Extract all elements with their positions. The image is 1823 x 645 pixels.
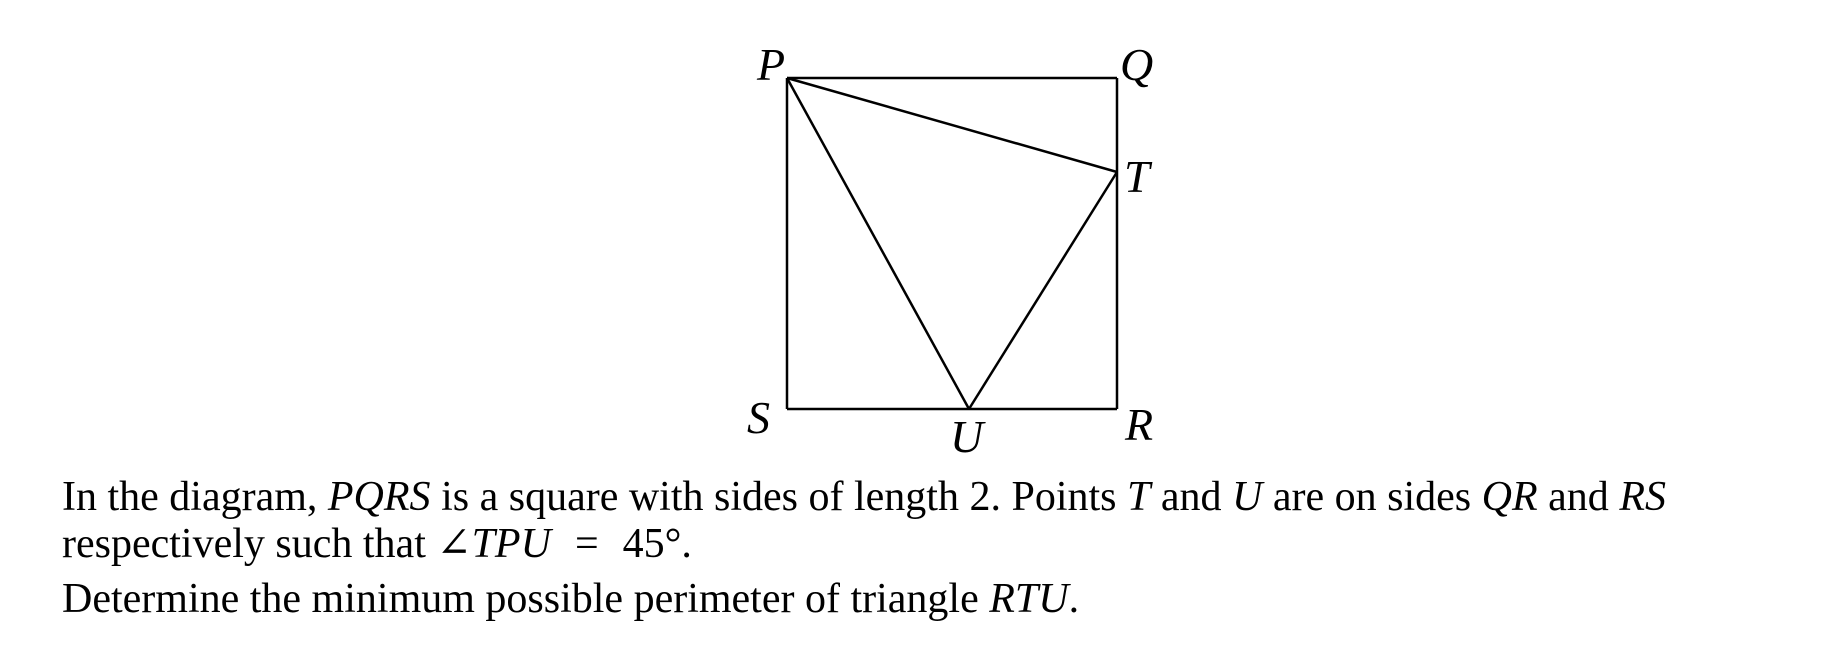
triangle-name: RTU [989,576,1069,622]
problem-statement [62,474,1782,623]
label-u: U [950,411,984,462]
label-r: R [1125,399,1154,450]
segment-pu [787,78,969,409]
text-segment: and [1537,474,1620,520]
point-t-name: T [1127,474,1151,520]
side-rs-name: RS [1619,474,1666,520]
question-line [62,576,1782,623]
equals-sign: = [574,521,599,567]
segment-pt [787,78,1117,172]
label-q: Q [1120,39,1154,90]
square-name: PQRS [327,474,431,520]
side-qr-name: QR [1481,474,1538,520]
angle-value: 45°. [622,521,692,567]
text-segment: . [1068,576,1080,622]
angle-symbol: ∠ [436,521,472,567]
label-s: S [747,392,770,443]
text-segment: In the diagram, [62,474,328,520]
label-p: P [757,39,786,90]
problem-line-1 [62,474,1782,521]
label-t: T [1124,151,1150,202]
text-segment: is a square with sides of length 2. Points [430,474,1128,520]
text-segment: respectively such that [62,521,437,567]
text-segment: Determine the minimum possible perimeter of triangle [62,576,990,622]
text-segment: are on sides [1262,474,1482,520]
angle-name: TPU [471,521,551,567]
point-u-name: U [1232,474,1263,520]
problem-line-2 [62,521,1782,568]
text-segment: and [1150,474,1233,520]
segment-tu [969,172,1117,409]
